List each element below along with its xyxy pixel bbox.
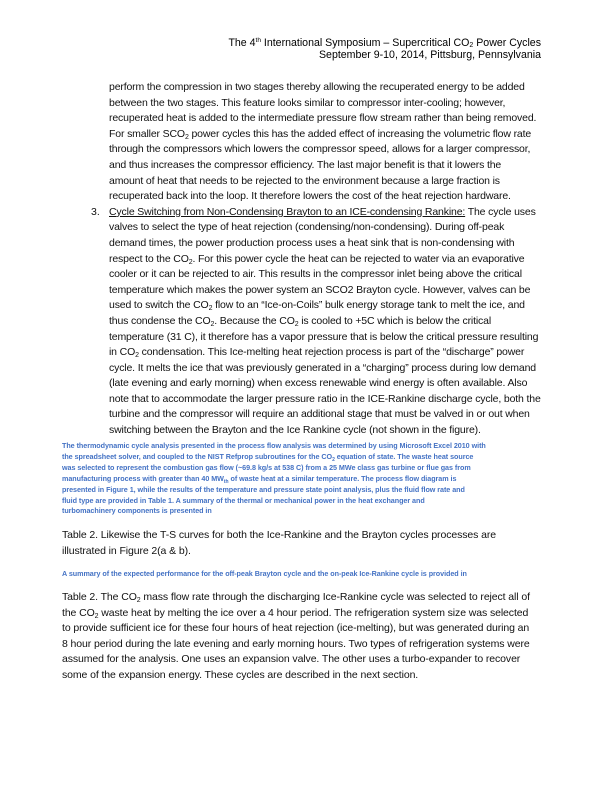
text-line: cycle. It melts the ice that was previously generated in a “charging” process during low demand — [109, 361, 536, 374]
list-number: 3. — [91, 205, 100, 218]
text-line: the spreadsheet solver, and coupled to the NIST Refprop subroutines for the $CO_2$ equation of state. The waste heat source — [62, 451, 474, 463]
text-line: perform the compression in two stages thereby allowing the recuperated energy to be added — [109, 81, 525, 93]
text-line: amount of heat that needs to be rejected to the environment because a large fraction is — [109, 174, 500, 187]
header-date-location: September 9-10, 2014, Pittsburg, Pennsylvania — [318, 49, 541, 61]
numbered-list — [91, 80, 549, 439]
text-line: For smaller $SCO_2$ power cycles this has the added effect of increasing the volumetric flow rate — [109, 127, 532, 141]
text-line: and thus increases the compressor efficiency. The last major benefit is that it lowers the — [109, 158, 502, 171]
text-line: Cycle Switching from Non-Condensing Brayton to an ICE-condensing Rankine: The cycle uses — [109, 205, 536, 218]
text-line: recuperated back into the loop. It therefore lowers the cost of the heat rejection hardware. — [109, 190, 511, 203]
item-heading: Cycle Switching from Non-Condensing Brayton to an ICE-condensing Rankine: — [109, 205, 466, 218]
text-line: was selected to represent the combustion gas flow (~69.8 kg/s at 538 C) from a 25 MWe class gas turbine or flue gas from — [62, 462, 471, 472]
text-line: (late evening and early morning) when excess renewable wind energy is often available. Also — [109, 377, 528, 390]
text-line: note that to accommodate the larger pressure ratio in the ICE-Rankine discharge cycle, both the — [109, 392, 541, 405]
text-line: temperature (31 C), it therefore has a vapor pressure that is below the critical pressure resulting — [109, 330, 539, 343]
text-line: through the compressors which lowers the compressor speed, allows for a larger compressor, — [109, 143, 531, 156]
caption-paragraph-summary — [62, 569, 467, 580]
text-line: manufacturing process with greater than 40 $MW_{th}$ of waste heat at a similar temperature. The process flow diagram is — [62, 473, 457, 485]
text-line: assumed for the analysis. One uses an expansion valve. The other uses a turbo-expander to recover — [62, 653, 521, 666]
text-line: Table 2. Likewise the T-S curves for both the Ice-Rankine and the Brayton cycles processes are — [62, 529, 496, 541]
text-line: recuperated heat is added to the intermediate pressure flow stream rather than being removed. — [109, 112, 537, 125]
text-line: 8 hour period during the late evening and early morning hours. Two types of refrigeration systems were — [62, 637, 530, 650]
text-line: switching between the Brayton and the Ice Rankine cycle (not shown in the figure). — [109, 424, 481, 437]
text-line: in $CO_2$ condensation. This Ice-melting heat rejection process is part of the “discharge” power — [109, 346, 525, 360]
text-line: turbine and the compressor will require an additional stage that must be valved in or out when — [109, 408, 530, 421]
list-item-2-continuation — [109, 80, 549, 205]
text-line: thus condense the $CO_2$. Because the $CO_2$ is cooled to +5C which is below the critical — [109, 314, 492, 328]
text-line: some of the expansion energy. These cycles are described in the next section. — [62, 668, 419, 681]
text-line: the $CO_2$ waste heat by melting the ice over a 4 hour period. The refrigeration system size was selected — [62, 606, 529, 620]
text-line: The thermodynamic cycle analysis presented in the process flow analysis was determined by using Microsoft Excel 2010 with — [62, 441, 486, 450]
text-line: to provide sufficient ice for these four hours of heat rejection (ice-melting), but was generated during an — [62, 622, 530, 635]
text-line: cooler or it can be rejected to air. This results in the compressor inlet being above the critical — [109, 268, 522, 281]
text-line: temperature which makes the power system an SCO2 Brayton cycle. However, valves can be — [109, 283, 531, 296]
header-symposium-title: The 4th International Symposium – Supercritical $CO_2$ Power Cycles — [228, 37, 541, 49]
text-line: respect to the $CO_2$. For this power cycle the heat can be rejected to water via an evaporative — [109, 252, 525, 266]
text-line: turbomachinery components is presented in — [62, 506, 212, 516]
text-line: illustrated in Figure 2(a & b). — [62, 544, 191, 557]
page-header — [228, 37, 541, 61]
paragraph-table2-mass-flow — [62, 590, 554, 684]
text-line: used to switch the $CO_2$ flow to an “Ice-on-Coils” bulk energy storage tank to melt the ice, and — [109, 299, 525, 313]
caption-paragraph-analysis — [62, 441, 486, 517]
text-line: between the two stages. This feature looks similar to compressor inter-cooling; however, — [109, 96, 506, 109]
text-line: Table 2. The $CO_2$ mass flow rate through the discharging Ice-Rankine cycle was selected to reject all of — [62, 591, 530, 604]
text-line: demand times, the power production process uses a heat sink that is non-condensing with — [109, 236, 515, 249]
paragraph-table2-ts-curves — [62, 528, 554, 559]
text-line: valves to select the type of heat rejection (condensing/non-condensing). During off-peak — [109, 221, 505, 234]
text-line: presented in Figure 1, while the results of the temperature and pressure state point analysis, plus the fluid flow rate and — [62, 484, 465, 494]
text-line: A summary of the expected performance for the off-peak Brayton cycle and the on-peak Ice-Rankine cycle is provided in — [62, 569, 467, 578]
text-line: fluid type are provided in Table 1. A summary of the thermal or mechanical power in the heat exchanger and — [62, 495, 425, 505]
list-item-3 — [91, 205, 549, 439]
